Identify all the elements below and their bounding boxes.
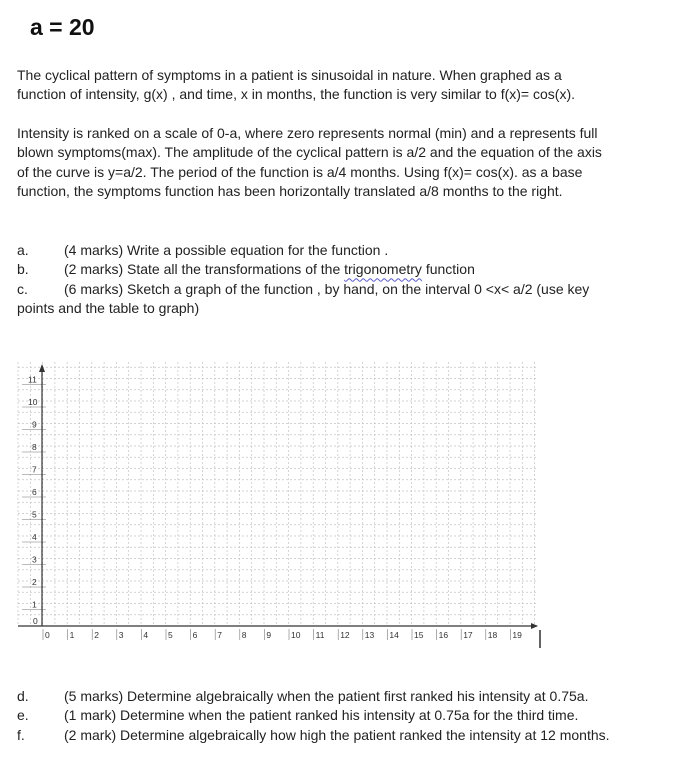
question-e: [17, 706, 657, 725]
intro-line: function of intensity, g(x) , and time, x in months, the function is very similar to f(x)= cos(x).: [17, 86, 575, 103]
x-tick-label: 14: [389, 630, 399, 640]
question-list-bottom: [17, 687, 657, 745]
x-tick-label: 18: [487, 630, 498, 640]
x-tick-label: 9: [266, 630, 272, 640]
x-tick-label: 11: [315, 630, 325, 640]
x-tick-label: 10: [291, 630, 301, 640]
x-tick-label: 19: [512, 630, 522, 640]
y-axis-arrow: [39, 364, 45, 372]
x-tick-label: 6: [192, 630, 198, 640]
question-letter: a.: [17, 242, 29, 258]
y-tick-label: 10: [28, 397, 38, 407]
intro-line: The cyclical pattern of symptoms in a patient is sinusoidal in nature. When graphed as a: [17, 67, 562, 83]
y-tick-label: 1: [32, 599, 37, 610]
question-d: [17, 687, 657, 706]
x-tick-label: 2: [94, 630, 99, 640]
question-text-part: function: [421, 261, 475, 278]
y-tick-label: 5: [32, 509, 37, 520]
x-tick-label: 17: [463, 630, 473, 640]
y-tick-label: 4: [32, 532, 37, 542]
question-letter: d.: [17, 688, 29, 704]
tick-labels: [22, 375, 522, 641]
x-tick-label: 5: [168, 630, 173, 640]
intro-line: blown symptoms(max). The amplitude of the cyclical pattern is a/2 and the equation of the axis: [17, 144, 602, 161]
question-letter: b.: [17, 261, 29, 278]
question-text: (5 marks) Determine algebraically when the patient first ranked his intensity at 0.75a.: [64, 688, 589, 704]
y-tick-label: 9: [32, 419, 37, 430]
x-tick-label: 1: [69, 630, 75, 640]
question-text: (1 mark) Determine when the patient ranked his intensity at 0.75a for the third time.: [64, 707, 579, 724]
question-text: (6 marks) Sketch a graph of the function , by hand, on the interval 0 <x< a/2 (use key: [64, 280, 590, 297]
x-tick-label: 15: [414, 630, 424, 640]
y-tick-label: 11: [28, 374, 37, 385]
y-tick-label: 3: [32, 554, 37, 565]
question-text: (2 mark) Determine algebraically how high the patient ranked the intensity at 12 months.: [64, 726, 610, 743]
question-text-part: (2 marks) State all the transformations of the: [64, 261, 345, 278]
x-tick-label: 7: [217, 630, 222, 640]
y-tick-label: 8: [32, 442, 37, 452]
x-tick-label: 4: [143, 630, 149, 640]
question-c-continuation: points and the table to graph): [17, 300, 200, 317]
intro-line: Intensity is ranked on a scale of 0-a, where zero represents normal (min) and a represents full: [17, 125, 598, 141]
y-tick-label: 6: [32, 487, 37, 497]
question-letter: e.: [17, 707, 29, 724]
question-f: [17, 726, 657, 745]
x-tick-label: 13: [364, 630, 375, 640]
question-text: (4 marks) Write a possible equation for the function .: [64, 242, 389, 258]
x-tick-label: 12: [340, 630, 350, 640]
spellcheck-word[interactable]: trigonometry: [344, 261, 422, 278]
y-tick-label: 0: [33, 616, 38, 626]
x-tick-label: 0: [45, 630, 50, 640]
intro-line: function, the symptoms function has been horizontally translated a/8 months to the right.: [17, 183, 563, 200]
y-tick-label: 7: [32, 464, 37, 475]
question-letter: c.: [17, 280, 28, 297]
grid-lines: [18, 362, 537, 626]
x-tick-label: 3: [118, 630, 124, 640]
x-tick-label: 16: [438, 630, 449, 640]
x-tick-label: 8: [241, 630, 247, 640]
page-title: a = 20: [30, 14, 95, 40]
axes: [18, 364, 540, 648]
question-letter: f.: [17, 726, 25, 743]
y-tick-label: 2: [32, 577, 37, 587]
intro-line: of the curve is y=a/2. The period of the function is a/4 months. Using f(x)= cos(x). as a base: [17, 163, 583, 180]
